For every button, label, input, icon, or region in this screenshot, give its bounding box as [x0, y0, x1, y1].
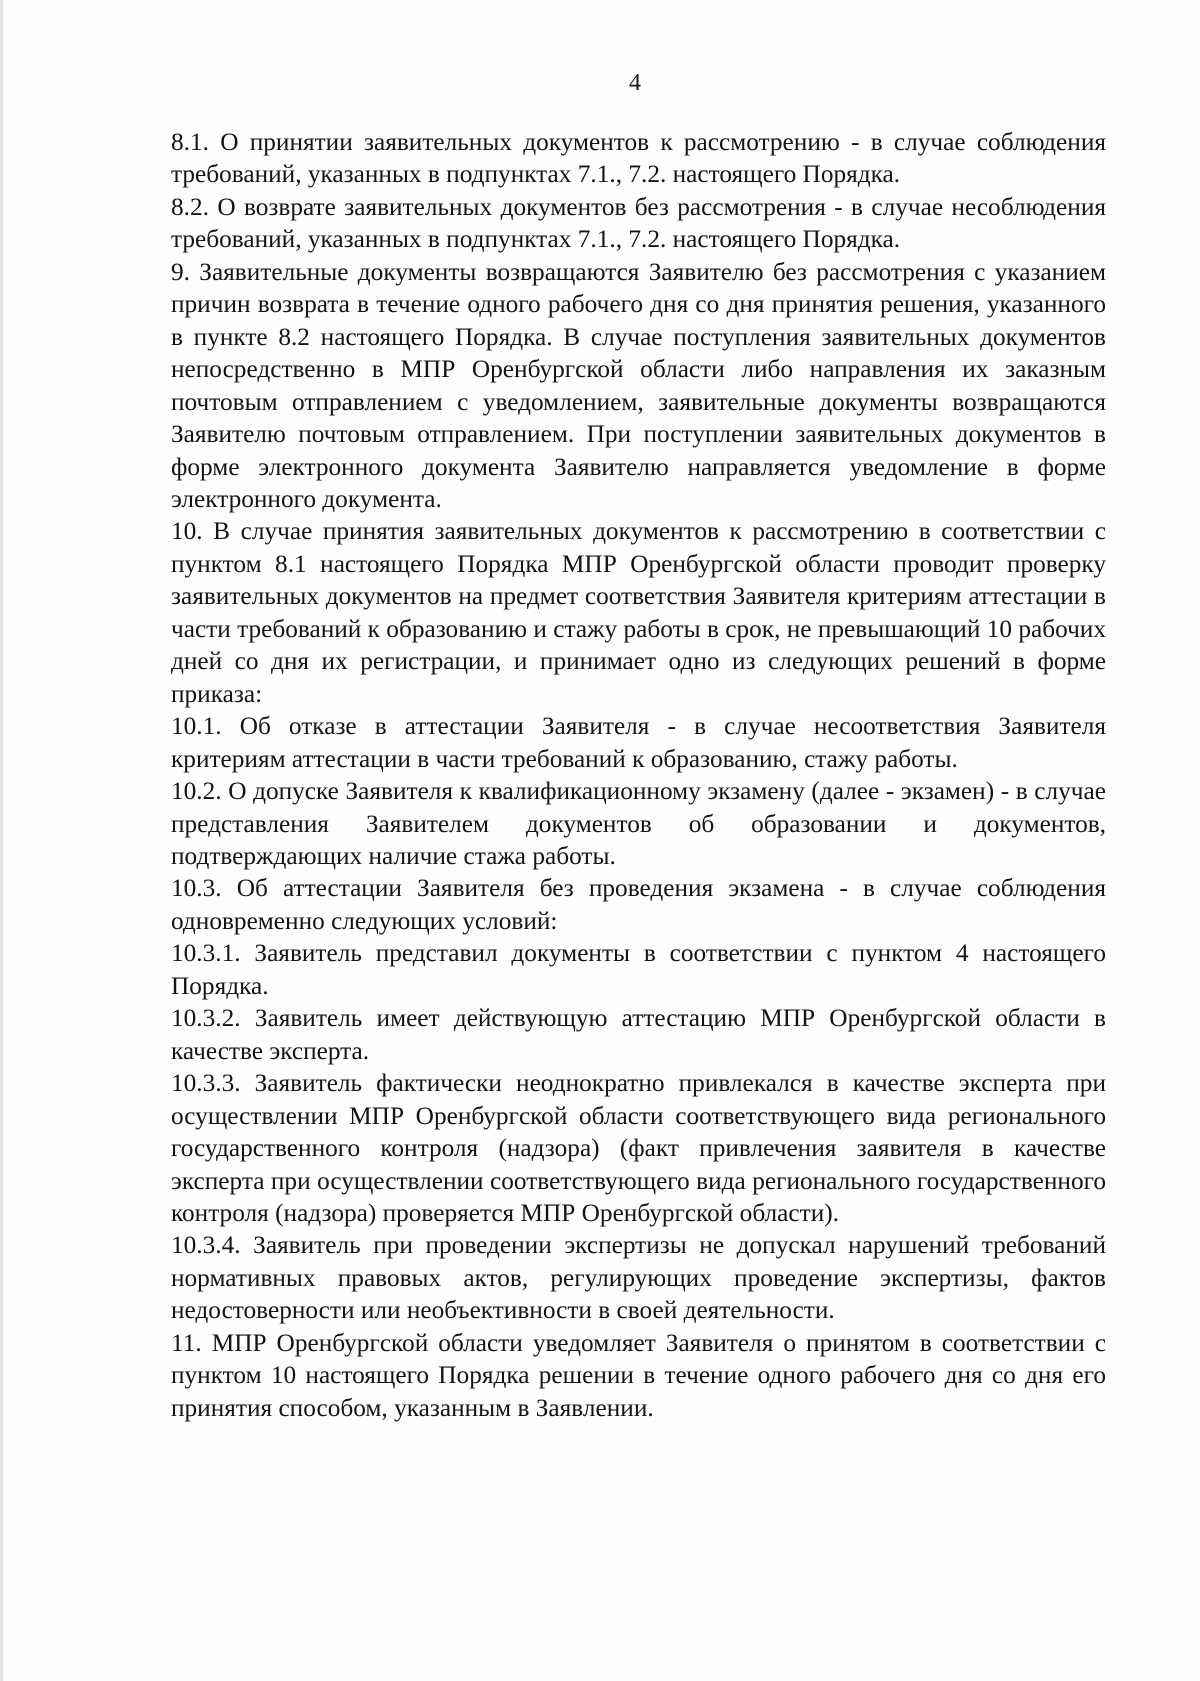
paragraph-10-2: 10.2. О допуске Заявителя к квалификационному экзамену (далее - экзамен) - в случае представления Заявителем документов об образовании и документов, подтверждающих наличие стажа работы.	[171, 777, 1106, 870]
paragraph-9: 9. Заявительные документы возвращаются Заявителю без рассмотрения с указанием причин возврата в течение одного рабочего дня со дня принятия решения, указанного в пункте 8.2 настоящего Порядка. В случае поступления заявительных документов непосредственно в МПР Оренбургской области либо направления их заказным почтовым отправлением с уведомлением, заявительные документы возвращаются Заявителю почтовым отправлением. При поступлении заявительных документов в форме электронного документа Заявителю направляется уведомление в форме электронного документа.	[171, 257, 1106, 513]
paragraph-10-3-1: 10.3.1. Заявитель представил документы в соответствии с пунктом 4 настоящего Порядка.	[171, 939, 1106, 1000]
paragraph-10-3-3: 10.3.3. Заявитель фактически неоднократно привлекался в качестве эксперта при осуществлении МПР Оренбургской области соответствующего вида регионального государственного контроля (надзора) (факт привлечения заявителя в качестве эксперта при осуществлении соответствующего вида регионального государственного контроля (надзора) проверяется МПР Оренбургской области).	[171, 1069, 1106, 1227]
paragraph-8-1: 8.1. О принятии заявительных документов к рассмотрению - в случае соблюдения требований, указанных в подпунктах 7.1., 7.2. настоящего Порядка.	[171, 128, 1106, 189]
document-body	[171, 126, 1106, 1424]
paragraph-11: 11. МПР Оренбургской области уведомляет Заявителя о принятом в соответствии с пунктом 10 настоящего Порядка решении в течение одного рабочего дня со дня его принятия способом, указанным в Заявлении.	[171, 1328, 1106, 1422]
paragraph-10-3: 10.3. Об аттестации Заявителя без проведения экзамена - в случае соблюдения одновременно следующих условий:	[171, 874, 1106, 935]
scan-edge	[0, 0, 3, 1681]
paragraph-10: 10. В случае принятия заявительных документов к рассмотрению в соответствии с пунктом 8.1 настоящего Порядка МПР Оренбургской области проводит проверку заявительных документов на предмет соответствия Заявителя критериям аттестации в части требований к образованию и стажу работы в срок, не превышающий 10 рабочих дней со дня их регистрации, и принимает одно из следующих решений в форме приказа:	[171, 517, 1106, 708]
paragraph-10-3-2: 10.3.2. Заявитель имеет действующую аттестацию МПР Оренбургской области в качестве эксперта.	[171, 1004, 1106, 1065]
paragraph-8-2: 8.2. О возврате заявительных документов без рассмотрения - в случае несоблюдения требований, указанных в подпунктах 7.1., 7.2. настоящего Порядка.	[171, 192, 1106, 254]
paragraph-10-1: 10.1. Об отказе в аттестации Заявителя - в случае несоответствия Заявителя критериям аттестации в части требований к образованию, стажу работы.	[171, 712, 1106, 773]
paragraph-10-3-4: 10.3.4. Заявитель при проведении экспертизы не допускал нарушений требований нормативных правовых актов, регулирующих проведение экспертизы, фактов недостоверности или необъективности в своей деятельности.	[171, 1231, 1106, 1325]
page-number: 4	[629, 70, 641, 96]
